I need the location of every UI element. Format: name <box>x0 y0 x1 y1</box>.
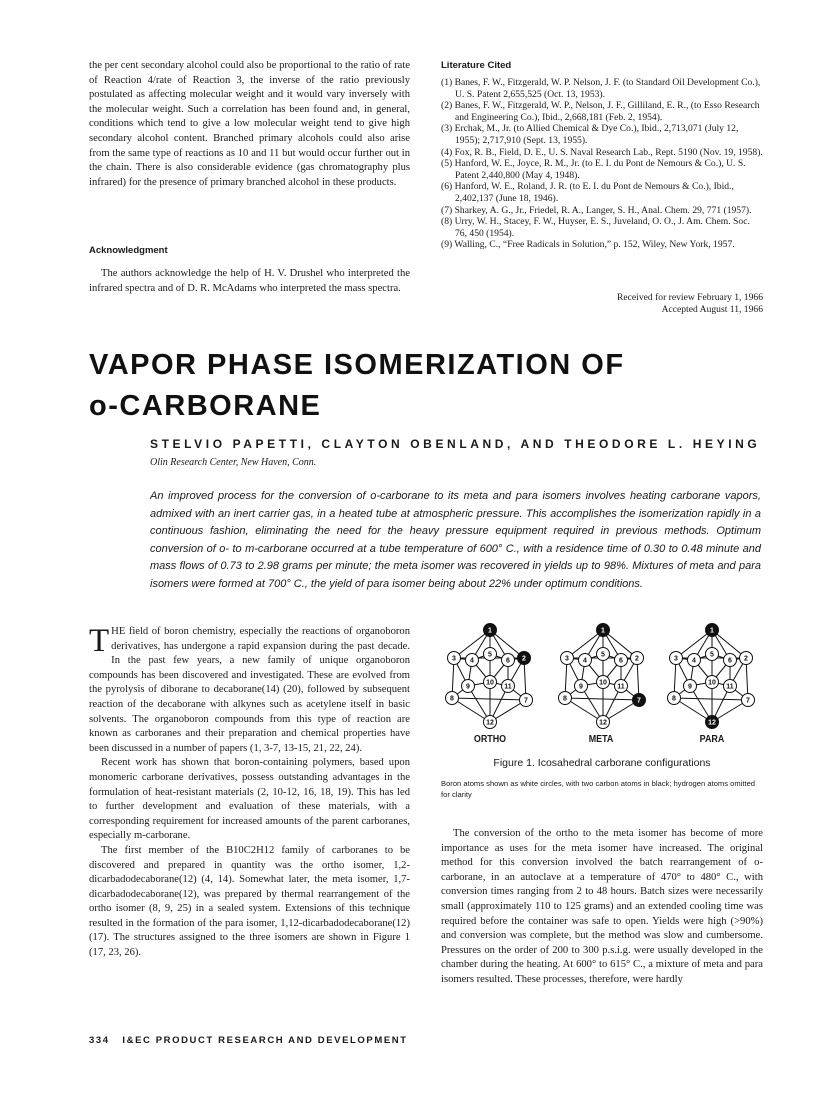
body-left-column <box>89 625 410 961</box>
reference-item: (9) Walling, C., “Free Radicals in Solution,” p. 152, Wiley, New York, 1957. <box>441 239 735 251</box>
atom-number: 8 <box>563 695 567 703</box>
ortho-icosahedron <box>446 624 533 729</box>
figure-1 <box>438 620 763 750</box>
body-paragraph-2: Recent work has shown that boron-containing polymers, based upon monomeric carborane derivatives, possess outstanding advantages in the formulation of heat-resistant materials (2, 10-12, 16, 18, 19). This has led to further development and evaluation of these materials, with a corresponding requirement for increased amounts of the parent carboranes, especially m-carborane. <box>89 757 410 842</box>
page-footer <box>89 1035 408 1046</box>
reference-list <box>441 77 763 251</box>
atom-number: 7 <box>746 697 750 705</box>
reference-item: (8) Urry, W. H., Stacey, F. W., Huyser, E. S., Juveland, O. O., J. Am. Chem. Soc. 76, 450 (1954). <box>441 216 750 239</box>
atom-number: 8 <box>450 695 454 703</box>
reference-item: (4) Fox, R. B., Field, D. E., U. S. Naval Research Lab., Rept. 5190 (Nov. 19, 1958). <box>441 146 763 158</box>
ortho-label: ORTHO <box>473 733 507 745</box>
drop-cap: T <box>89 623 110 659</box>
atom-number: 9 <box>688 683 692 691</box>
atom-number: 1 <box>601 627 605 635</box>
reference-item: (5) Hanford, W. E., Joyce, R. M., Jr. (to E. I. du Pont de Nemours & Co.), U. S. Patent 2,440,800 (May 4, 1948). <box>441 158 746 181</box>
para-icosahedron <box>668 624 755 729</box>
atom-number: 4 <box>583 657 587 665</box>
atom-number: 10 <box>708 679 716 687</box>
continued-text <box>89 59 410 190</box>
atom-number: 3 <box>674 655 678 663</box>
body-right-paragraph: The conversion of the ortho to the meta isomer has become of more importance as uses for the meta isomer have increased. The original method for this conversion involved the batch rearrangement of o-carborane, in an autoclave at a temperature of 470° to 480° C., with conversion times ranging from 2 to 48 hours. Batch sizes were necessarily small (approximately 110 to 125 grams) and an extended cooling time was required before the container was safe to open. Yields were high (>90%) and conversion was complete, but the method was slow and cumbersome. Pressures on the order of 200 to 300 p.s.i.g. were usually developed in the chamber during the heating. At 600° to 615° C., a mixture of meta and para isomers resulted. These processes, therefore, were hardly <box>441 828 763 985</box>
atom-number: 8 <box>672 695 676 703</box>
atom-number: 5 <box>601 651 605 659</box>
para-label: PARA <box>699 733 725 745</box>
bond-line <box>565 698 639 700</box>
atom-number: 2 <box>522 655 526 663</box>
intro-text: HE field of boron chemistry, especially the reactions of organoboron derivatives, has undergone a rapid expansion during the past decade. In the past few years, a new family of unique organoboron compounds has been discovered and investigated. These are evolved from the pyrolysis of diborane to decaborane(14) (20), followed by subsequent reaction of the decaborane with alkynes such as acetylene itself in basic solvents. The organoboron compounds from this type of reaction are known as carboranes and their preparation and chemical properties have been discussed in a number of papers (1, 3-7, 13-15, 21, 22, 24). <box>89 626 410 754</box>
atom-number: 3 <box>565 655 569 663</box>
atom-number: 7 <box>524 697 528 705</box>
atom-number: 9 <box>579 683 583 691</box>
atom-number: 12 <box>486 719 494 727</box>
atom-number: 2 <box>635 655 639 663</box>
atom-number: 4 <box>470 657 474 665</box>
atom-number: 1 <box>710 627 714 635</box>
atom-number: 3 <box>452 655 456 663</box>
bond-line <box>452 698 526 700</box>
body-right-column <box>441 827 763 988</box>
reference-item: (1) Banes, F. W., Fitzgerald, W. P. Nelson, J. F. (to Standard Oil Development Co.), U. S. Patent 2,655,525 (Oct. 13, 1953). <box>441 77 761 100</box>
atom-number: 10 <box>486 679 494 687</box>
acknowledgment-paragraph: The authors acknowledge the help of H. V. Drushel who interpreted the infrared spectra and of D. R. McAdams who interpreted the mass spectra. <box>89 268 410 294</box>
atom-number: 6 <box>619 657 623 665</box>
meta-icosahedron <box>559 624 646 729</box>
intro-paragraph <box>89 625 410 756</box>
bond-line <box>674 698 748 700</box>
abstract: An improved process for the conversion of o-carborane to its meta and para isomers involves heating carborane vapors, admixed with an inert carrier gas, in a heated tube at atmospheric pressure. This accomplishes the isomerization rapidly in a continuous fashion, eliminating the need for the heavy pressure equipment required in previous methods. Optimum conversion of o- to m-carborane occurred at a tube temperature of 600° C., with a residence time of 0.30 to 0.48 minute and mass flows of 0.73 to 2.98 grams per minute; the meta isomer was recovered in yields up to 98%. Mixtures of meta and para isomers were formed at 700° C., the yield of para isomer being about 22% under optimum conditions. <box>150 490 761 590</box>
author-list: STELVIO PAPETTI, CLAYTON OBENLAND, AND THEODORE L. HEYING <box>150 437 761 451</box>
atom-number: 5 <box>710 651 714 659</box>
atom-number: 2 <box>744 655 748 663</box>
accepted-date: Accepted August 11, 1966 <box>661 304 763 315</box>
article-title <box>89 345 789 427</box>
received-date: Received for review February 1, 1966 <box>617 292 763 303</box>
page-number: 334 <box>89 1035 110 1046</box>
atom-number: 6 <box>506 657 510 665</box>
atom-number: 1 <box>488 627 492 635</box>
meta-label: META <box>588 733 614 745</box>
title-line-2: o-CARBORANE <box>89 390 322 422</box>
atom-number: 7 <box>637 697 641 705</box>
literature-heading: Literature Cited <box>441 60 512 71</box>
atom-number: 11 <box>504 683 512 691</box>
continued-paragraph: the per cent secondary alcohol could also be proportional to the ratio of rate of Reaction 4/rate of Reaction 3, the inverse of the ratio previously postulated as affecting molecular weight and it would vary inversely with the molecular weight. Such a correlation has been found and, in general, conditions which tend to give a low molecular weight tend to give high secondary alcohol content. Branched primary alcohols could also arise from the same type of reactions as 10 and 11 but would occur further out in the chain. There is also considerable evidence (gas chromatography plus infrared) for the presence of primary branched alcohol in these products. <box>89 60 410 188</box>
atom-number: 12 <box>708 719 716 727</box>
body-paragraph-3: The first member of the B10C2H12 family of carboranes to be discovered and prepared in quantity was the ortho isomer, 1,2-dicarbadodecaborane(12) (4, 14). Somewhat later, the meta isomer, 1,7-dicarbadodecaborane(12), was prepared by thermal rearrangement of the ortho isomer (8, 9, 25) in a sealed system. Extensions of this technique resulted in the formation of the para isomer, 1,12-dicarbadodecaborane(12) (17). The structures assigned to the three isomers are shown in Figure 1 (17, 23, 26). <box>89 844 410 959</box>
atom-number: 11 <box>726 683 734 691</box>
affiliation: Olin Research Center, New Haven, Conn. <box>150 457 317 468</box>
title-line-1: VAPOR PHASE ISOMERIZATION OF <box>89 349 625 381</box>
reference-item: (7) Sharkey, A. G., Jr., Friedel, R. A., Langer, S. H., Anal. Chem. 29, 771 (1957). <box>441 204 752 216</box>
atom-number: 10 <box>599 679 607 687</box>
atom-number: 5 <box>488 651 492 659</box>
atom-number: 12 <box>599 719 607 727</box>
reference-item: (3) Erchak, M., Jr. (to Allied Chemical & Dye Co.), Ibid., 2,713,071 (July 12, 1955); 2,717,910 (Sept. 13, 1955). <box>441 123 739 146</box>
atom-number: 9 <box>466 683 470 691</box>
acknowledgment-text <box>89 267 410 296</box>
journal-name: I&EC PRODUCT RESEARCH AND DEVELOPMENT <box>122 1035 408 1046</box>
figure-caption: Figure 1. Icosahedral carborane configurations <box>493 757 711 769</box>
reference-item: (6) Hanford, W. E., Roland, J. R. (to E. I. du Pont de Nemours & Co.), Ibid., 2,402,137 (June 18, 1946). <box>441 181 734 204</box>
acknowledgment-heading: Acknowledgment <box>89 245 168 256</box>
carborane-structures <box>438 620 763 730</box>
figure-note: Boron atoms shown as white circles, with two carbon atoms in black; hydrogen atoms omitted for clarity <box>441 779 756 799</box>
reference-item: (2) Banes, F. W., Fitzgerald, W. P., Nelson, J. F., Gilliland, E. R., (to Esso Research and Engineering Co.), Ibid., 2,668,181 (Feb. 2, 1954). <box>441 100 760 123</box>
atom-number: 11 <box>617 683 625 691</box>
atom-number: 4 <box>692 657 696 665</box>
atom-number: 6 <box>728 657 732 665</box>
